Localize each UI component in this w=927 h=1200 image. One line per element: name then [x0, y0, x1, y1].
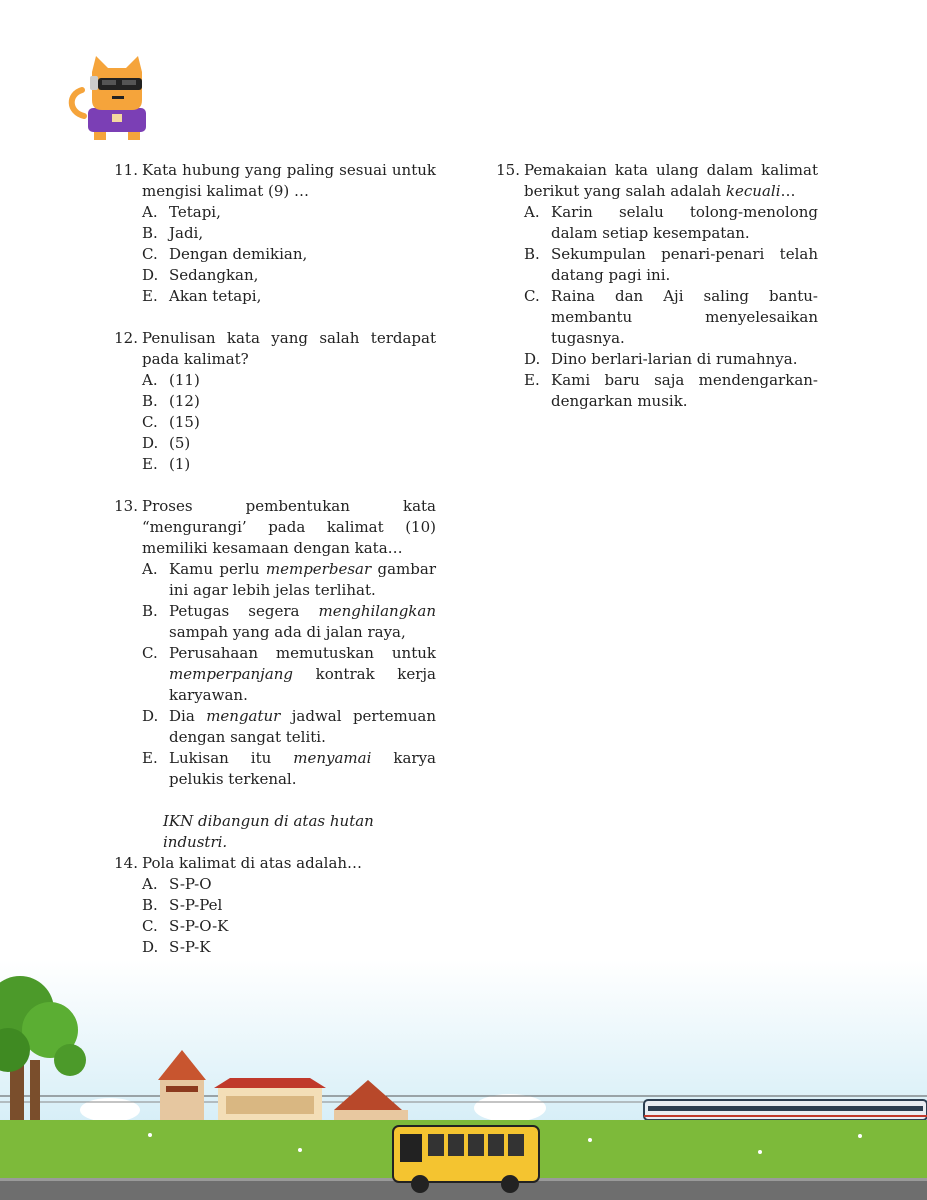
option-text-part-0: S-P-O — [169, 875, 212, 893]
question-number: 14. — [114, 854, 138, 872]
question-text — [142, 853, 436, 874]
question-row — [110, 853, 436, 874]
option-letter: A. — [524, 203, 540, 221]
option-text-part-0: Lukisan itu — [169, 749, 294, 767]
option-text-part-1: menghilangkan — [318, 602, 436, 620]
option-text-part-1: memperbesar — [265, 560, 372, 578]
answer-option-c — [142, 244, 436, 265]
option-text — [551, 370, 818, 412]
answer-option-a — [524, 202, 818, 244]
question-14 — [110, 811, 436, 979]
question-text-part-0: Pola kalimat di atas adalah… — [142, 854, 363, 872]
answer-option-b — [142, 601, 436, 643]
question-number: 13. — [114, 497, 138, 515]
option-text-part-2: jadwal pertemuan dengan sangat teliti. — [169, 707, 436, 746]
question-13 — [110, 496, 436, 790]
question-stem-sentence: IKN dibangun di atas hutan industri. — [163, 812, 374, 851]
answer-option-a — [142, 559, 436, 601]
option-letter: E. — [524, 371, 540, 389]
option-text — [169, 223, 436, 244]
option-text — [169, 286, 436, 307]
option-text — [169, 391, 436, 412]
question-text-part-0: Pemakaian kata ulang dalam kalimat berikut yang salah adalah — [524, 161, 818, 200]
question-number: 11. — [114, 161, 138, 179]
cat-mascot-icon — [62, 50, 158, 142]
option-letter: D. — [142, 266, 159, 284]
question-text-part-0: Proses pembentukan kata “mengurangi’ pada kalimat (10) memiliki kesamaan dengan kata… — [142, 497, 436, 557]
question-text-part-1: kecuali — [725, 182, 781, 200]
option-letter: B. — [524, 245, 540, 263]
answer-option-d — [142, 706, 436, 748]
option-text-part-0: (5) — [169, 434, 191, 452]
option-text-part-0: Sekumpulan penari-penari telah datang pagi ini. — [551, 245, 818, 284]
option-text — [169, 748, 436, 790]
option-letter: D. — [524, 350, 541, 368]
option-list — [110, 559, 436, 790]
option-text-part-0: S-P-Pel — [169, 896, 223, 914]
option-letter: D. — [142, 434, 159, 452]
option-text-part-0: (15) — [169, 413, 200, 431]
question-number: 12. — [114, 329, 138, 347]
question-15 — [492, 160, 818, 412]
answer-option-a — [142, 202, 436, 223]
answer-option-c — [142, 643, 436, 706]
option-text — [169, 895, 436, 916]
option-list — [110, 202, 436, 307]
option-text-part-0: Tetapi, — [169, 203, 221, 221]
option-letter: C. — [524, 287, 540, 305]
option-text — [169, 643, 436, 706]
answer-option-d — [524, 349, 818, 370]
option-text — [169, 559, 436, 601]
option-text — [169, 706, 436, 748]
option-text-part-2: gambar ini agar lebih jelas terlihat. — [169, 560, 436, 599]
option-text — [169, 937, 436, 958]
option-text-part-0: Karin selalu tolong-menolong dalam setiap kesempatan. — [551, 203, 818, 242]
option-text-part-0: S-P-O-K — [169, 917, 229, 935]
question-text-part-2: … — [780, 182, 796, 200]
option-text-part-0: Akan tetapi, — [169, 287, 262, 305]
option-text — [551, 202, 818, 244]
option-text — [169, 916, 436, 937]
option-letter: B. — [142, 896, 158, 914]
option-text-part-0: Jadi, — [169, 224, 204, 242]
option-letter: C. — [142, 917, 158, 935]
option-text-part-0: Dia — [169, 707, 207, 725]
answer-option-e — [142, 748, 436, 790]
option-text — [169, 370, 436, 391]
answer-option-d — [142, 937, 436, 958]
option-text-part-0: Dengan demikian, — [169, 245, 308, 263]
option-text-part-0: Petugas segera — [169, 602, 319, 620]
option-letter: A. — [142, 371, 158, 389]
option-text — [551, 349, 818, 370]
question-text-part-0: Penulisan kata yang salah terdapat pada kalimat? — [142, 329, 436, 368]
option-text-part-0: Kamu perlu — [169, 560, 266, 578]
answer-option-b — [524, 244, 818, 286]
option-text-part-0: (1) — [169, 455, 191, 473]
option-letter: A. — [142, 203, 158, 221]
option-text — [169, 412, 436, 433]
option-letter: C. — [142, 413, 158, 431]
option-text-part-2: karya pelukis terkenal. — [169, 749, 436, 788]
option-letter: B. — [142, 602, 158, 620]
option-text-part-2: sampah yang ada di jalan raya, — [169, 623, 406, 641]
option-text-part-1: memperpanjang — [169, 665, 294, 683]
left-column — [110, 160, 436, 1000]
option-letter: E. — [142, 749, 158, 767]
option-text-part-0: S-P-K — [169, 938, 211, 956]
option-list — [492, 202, 818, 412]
option-text-part-0: Dino berlari-larian di rumahnya. — [551, 350, 798, 368]
option-text-part-0: Sedangkan, — [169, 266, 259, 284]
option-text — [169, 244, 436, 265]
answer-option-b — [142, 895, 436, 916]
option-text — [169, 202, 436, 223]
answer-option-d — [142, 265, 436, 286]
answer-option-c — [142, 412, 436, 433]
option-text-part-1: mengatur — [206, 707, 281, 725]
question-text — [142, 328, 436, 370]
option-letter: D. — [142, 707, 159, 725]
question-11 — [110, 160, 436, 307]
question-12 — [110, 328, 436, 475]
question-text — [142, 496, 436, 559]
answer-option-b — [142, 223, 436, 244]
question-text — [524, 160, 818, 202]
option-text — [169, 874, 436, 895]
option-text-part-0: Kami baru saja mendengarkan-dengarkan musik. — [551, 371, 818, 410]
answer-option-a — [142, 874, 436, 895]
option-text — [551, 286, 818, 349]
option-text — [169, 454, 436, 475]
option-list — [110, 370, 436, 475]
option-letter: B. — [142, 392, 158, 410]
option-letter: B. — [142, 224, 158, 242]
answer-option-c — [524, 286, 818, 349]
option-text-part-1: menyamai — [293, 749, 372, 767]
city-scene-illustration — [0, 960, 927, 1200]
right-column — [492, 160, 818, 433]
answer-option-b — [142, 391, 436, 412]
answer-option-e — [524, 370, 818, 412]
option-text — [169, 433, 436, 454]
answer-option-d — [142, 433, 436, 454]
option-letter: C. — [142, 245, 158, 263]
option-text-part-2: kontrak kerja karyawan. — [169, 665, 436, 704]
option-letter: E. — [142, 287, 158, 305]
answer-option-c — [142, 916, 436, 937]
option-letter: A. — [142, 560, 158, 578]
question-row — [492, 160, 818, 202]
option-letter: D. — [142, 938, 159, 956]
question-text — [142, 160, 436, 202]
option-text — [169, 601, 436, 643]
option-letter: E. — [142, 455, 158, 473]
option-text-part-0: (11) — [169, 371, 200, 389]
option-letter: C. — [142, 644, 158, 662]
question-number: 15. — [496, 161, 520, 179]
question-row — [110, 496, 436, 559]
question-row — [110, 328, 436, 370]
option-text — [169, 265, 436, 286]
option-letter: A. — [142, 875, 158, 893]
option-text — [551, 244, 818, 286]
answer-option-a — [142, 370, 436, 391]
answer-option-e — [142, 454, 436, 475]
option-text-part-0: Raina dan Aji saling bantu-membantu menyelesaikan tugasnya. — [551, 287, 818, 347]
question-text-part-0: Kata hubung yang paling sesuai untuk mengisi kalimat (9) … — [142, 161, 436, 200]
answer-option-e — [142, 286, 436, 307]
question-row — [110, 160, 436, 202]
option-text-part-0: (12) — [169, 392, 200, 410]
option-text-part-0: Perusahaan memutuskan untuk — [169, 644, 436, 662]
